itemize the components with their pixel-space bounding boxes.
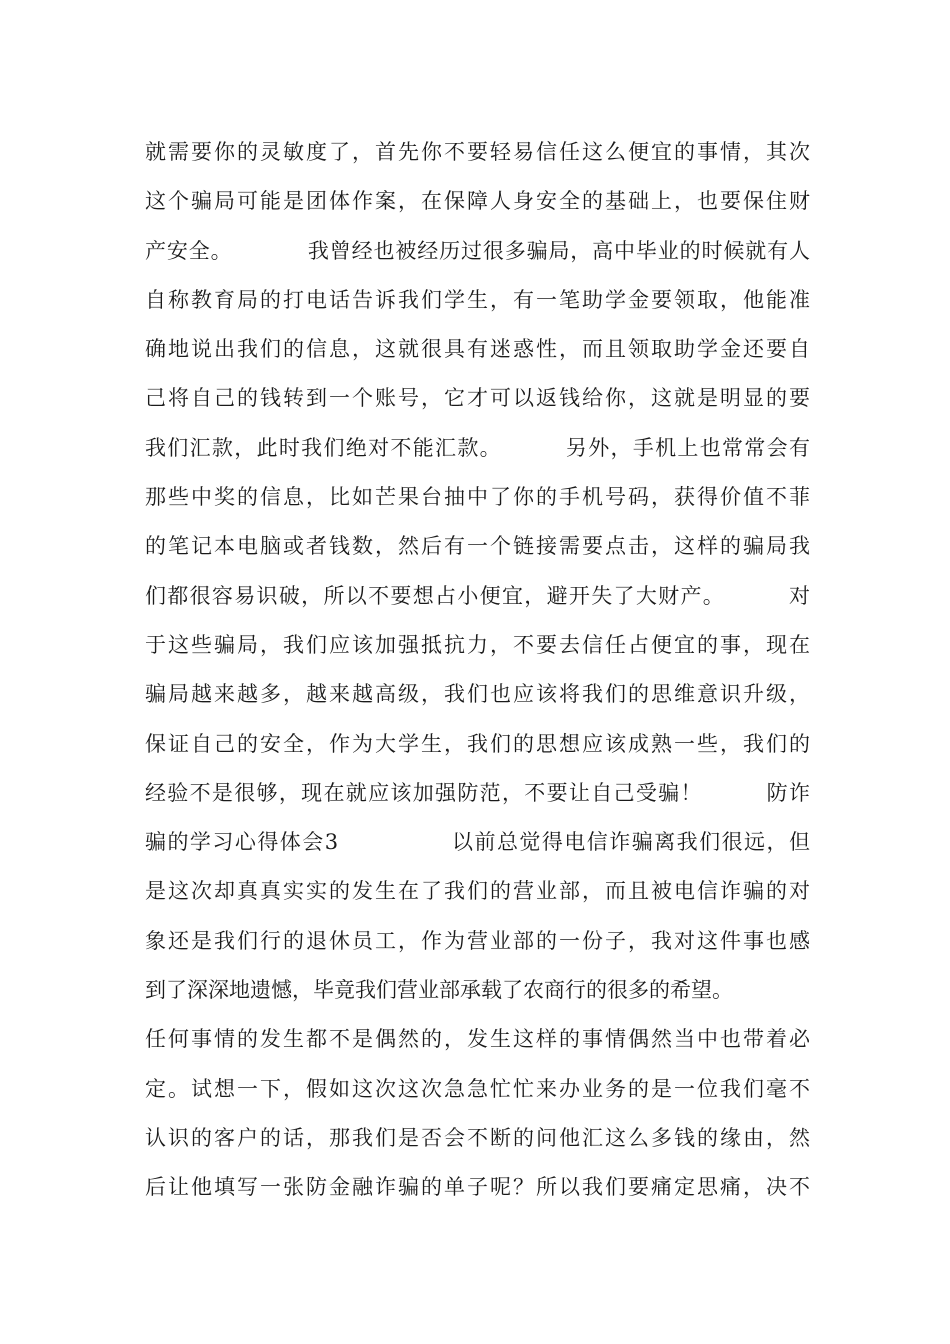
text-line: 自称教育局的打电话告诉我们学生，有一笔助学金要领取，他能准 [145,287,810,312]
text-line: 任何事情的发生都不是偶然的，发生这样的事情偶然当中也带着必 [145,1027,810,1052]
text-line: 骗局越来越多，越来越高级，我们也应该将我们的思维意识升级， [145,682,810,707]
text-line: 后让他填写一张防金融诈骗的单子呢？所以我们要痛定思痛，决不 [145,1175,810,1200]
text-line: 我们汇款，此时我们绝对不能汇款。 另外，手机上也常常会有 [145,435,810,460]
text-line: 确地说出我们的信息，这就很具有迷惑性，而且领取助学金还要自 [145,337,810,362]
text-line: 是这次却真真实实的发生在了我们的营业部，而且被电信诈骗的对 [145,879,810,904]
text-line: 于这些骗局，我们应该加强抵抗力，不要去信任占便宜的事，现在 [145,632,810,657]
text-line: 认识的客户的话，那我们是否会不断的问他汇这么多钱的缘由，然 [145,1125,810,1150]
text-line: 就需要你的灵敏度了，首先你不要轻易信任这么便宜的事情，其次 [145,140,810,164]
body-text [145,128,810,1213]
text-line: 这个骗局可能是团体作案，在保障人身安全的基础上，也要保住财 [145,189,810,214]
text-line: 象还是我们行的退休员工，作为营业部的一份子，我对这件事也感 [145,928,810,953]
text-line: 经验不是很够，现在就应该加强防范，不要让自己受骗！ 防诈 [145,780,810,805]
text-line: 产安全。 我曾经也被经历过很多骗局，高中毕业的时候就有人 [145,238,810,263]
text-line: 的笔记本电脑或者钱数，然后有一个链接需要点击，这样的骗局我 [145,534,810,559]
text-line: 到了深深地遗憾，毕竟我们营业部承载了农商行的很多的希望。 [145,978,733,1003]
text-line: 骗的学习心得体会3 以前总觉得电信诈骗离我们很远，但 [145,830,810,855]
text-line: 己将自己的钱转到一个账号，它才可以返钱给你，这就是明显的要 [145,386,810,411]
text-line: 保证自己的安全，作为大学生，我们的思想应该成熟一些，我们的 [145,731,810,756]
text-line: 定。试想一下，假如这次这次急急忙忙来办业务的是一位我们毫不 [145,1076,810,1101]
text-line: 那些中奖的信息，比如芒果台抽中了你的手机号码，获得价值不菲 [145,485,810,510]
text-line: 们都很容易识破，所以不要想占小便宜，避开失了大财产。 对 [145,583,810,608]
